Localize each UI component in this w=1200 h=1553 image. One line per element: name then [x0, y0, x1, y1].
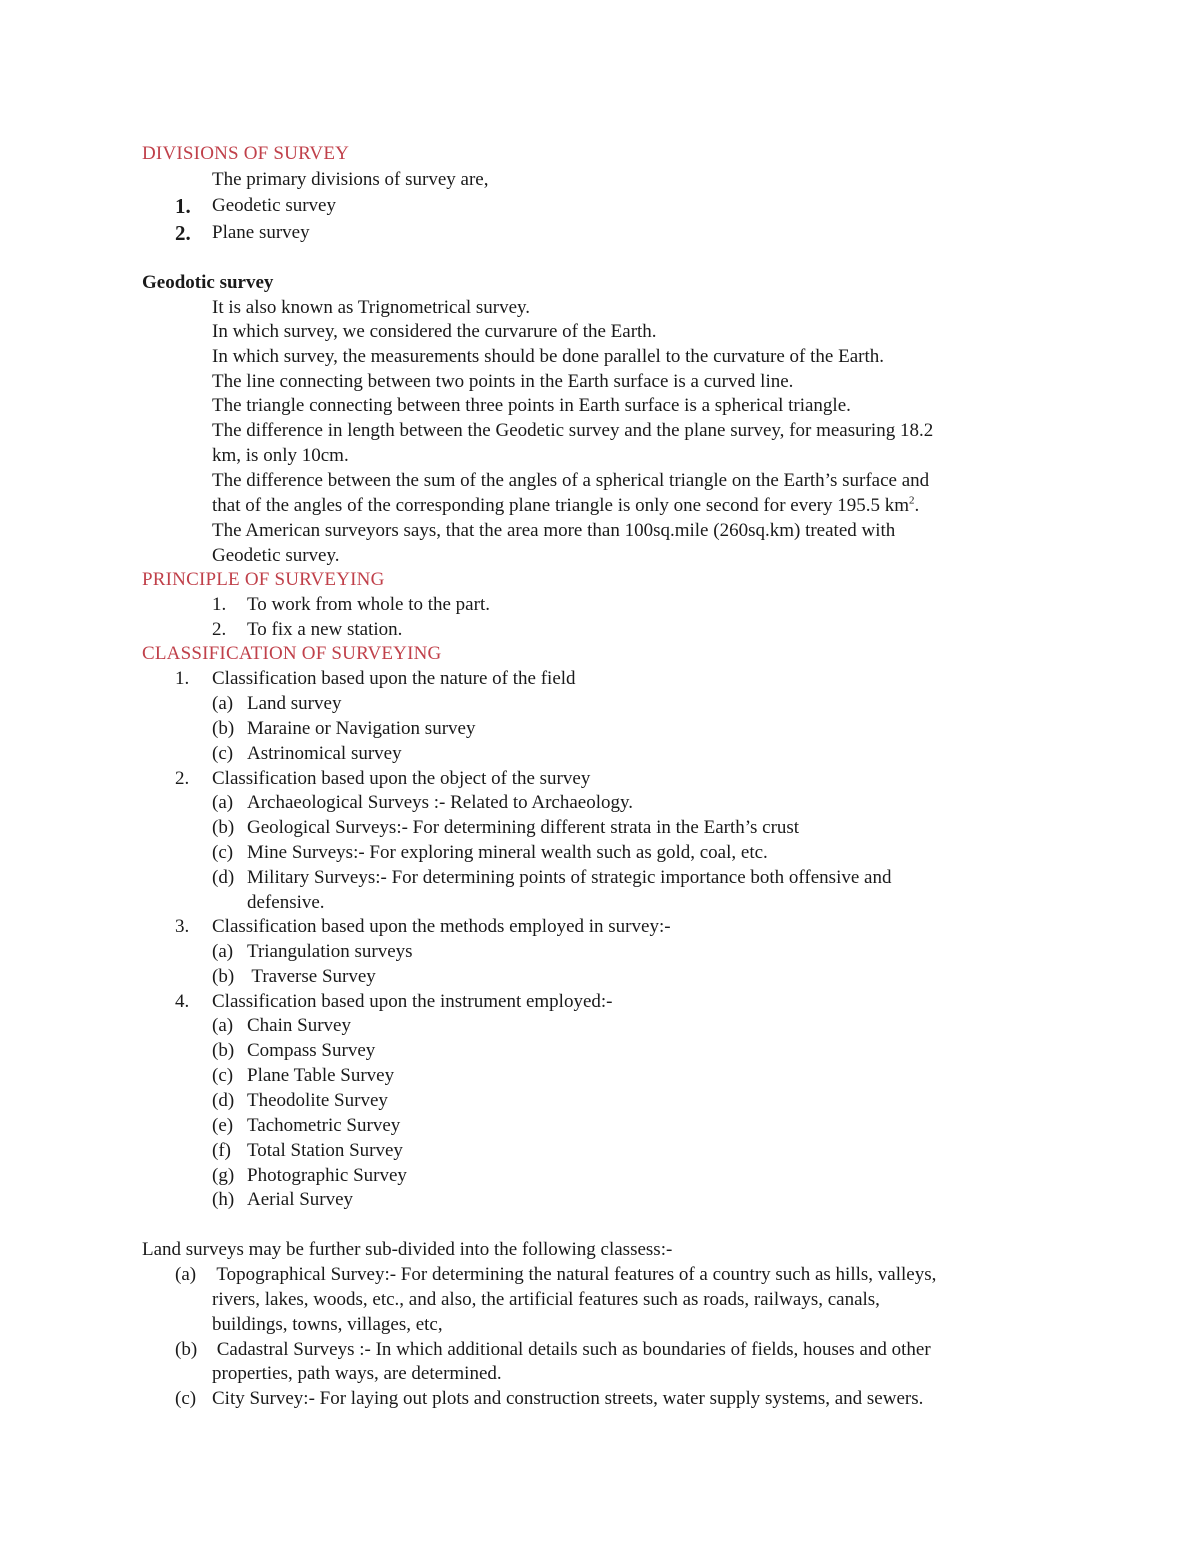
paragraph-line: properties, path ways, are determined. — [212, 1363, 502, 1384]
paragraph-line: City Survey:- For laying out plots and construction streets, water supply systems, and sewers. — [212, 1388, 924, 1409]
sub-marker: (b) — [212, 718, 235, 739]
sub-marker: (g) — [212, 1165, 235, 1186]
list-item: Classification based upon the methods employed in survey:- — [212, 916, 671, 937]
geodetic-heading: Geodotic survey — [142, 272, 274, 293]
paragraph-line: The triangle connecting between three points in Earth surface is a spherical triangle. — [212, 395, 851, 416]
list-marker: 1. — [212, 594, 227, 615]
sub-marker: (b) — [212, 966, 235, 987]
list-item: Classification based upon the instrument employed:- — [212, 991, 613, 1012]
sub-marker: (d) — [212, 1090, 235, 1111]
paragraph-line: The difference between the sum of the angles of a spherical triangle on the Earth’s surface and — [212, 470, 930, 491]
land-intro: Land surveys may be further sub-divided into the following classess:- — [142, 1239, 673, 1260]
list-marker: 3. — [175, 916, 190, 937]
paragraph-line: buildings, towns, villages, etc, — [212, 1314, 443, 1335]
paragraph-line: The difference in length between the Geodetic survey and the plane survey, for measuring 18.2 — [212, 420, 934, 441]
list-item: To fix a new station. — [247, 619, 403, 640]
sub-marker: (a) — [212, 693, 234, 714]
sub-item: Archaeological Surveys :- Related to Archaeology. — [247, 792, 634, 813]
divisions-heading: DIVISIONS OF SURVEY — [142, 143, 350, 164]
sub-marker: (b) — [212, 817, 235, 838]
sub-item: Mine Surveys:- For exploring mineral wealth such as gold, coal, etc. — [247, 842, 768, 863]
sub-marker: (a) — [212, 941, 234, 962]
sub-item: Triangulation surveys — [247, 941, 413, 962]
list-item: Geodetic survey — [212, 195, 336, 216]
list-marker: 2. — [212, 619, 227, 640]
sub-item: Military Surveys:- For determining points of strategic importance both offensive and — [247, 867, 892, 888]
sub-marker: (e) — [212, 1115, 234, 1136]
list-marker: 1. — [175, 194, 191, 218]
list-marker: 4. — [175, 991, 190, 1012]
sub-item: Tachometric Survey — [247, 1115, 401, 1136]
sentence-end: . — [914, 495, 920, 516]
sub-marker: (a) — [212, 1015, 234, 1036]
list-marker: 1. — [175, 668, 190, 689]
sub-marker: (b) — [175, 1339, 198, 1360]
classification-heading: CLASSIFICATION OF SURVEYING — [142, 643, 442, 664]
sub-item: Astrinomical survey — [247, 743, 402, 764]
paragraph-line: km, is only 10cm. — [212, 445, 349, 466]
sub-item: Geological Surveys:- For determining different strata in the Earth’s crust — [247, 817, 800, 838]
sub-marker: (c) — [212, 743, 234, 764]
sub-marker: (c) — [212, 842, 234, 863]
sub-marker: (h) — [212, 1189, 235, 1210]
paragraph-line: The line connecting between two points in the Earth surface is a curved line. — [212, 371, 794, 392]
sub-item: Traverse Survey — [247, 966, 376, 987]
list-item: Classification based upon the object of the survey — [212, 768, 591, 789]
sub-item: Photographic Survey — [247, 1165, 407, 1186]
sub-item: Chain Survey — [247, 1015, 351, 1036]
sub-item: Theodolite Survey — [247, 1090, 388, 1111]
paragraph-line: Topographical Survey:- For determining the natural features of a country such as hills, valleys, — [212, 1264, 937, 1285]
paragraph-line: Cadastral Surveys :- In which additional details such as boundaries of fields, houses and other — [212, 1339, 931, 1360]
paragraph-line: In which survey, the measurements should be done parallel to the curvature of the Earth. — [212, 346, 884, 367]
sub-marker: (c) — [175, 1388, 197, 1409]
sub-marker: (f) — [212, 1140, 231, 1161]
paragraph-line: Geodetic survey. — [212, 545, 340, 566]
paragraph-line — [212, 494, 919, 518]
list-item: Plane survey — [212, 222, 310, 243]
sub-item: Total Station Survey — [247, 1140, 403, 1161]
sub-item: Maraine or Navigation survey — [247, 718, 476, 739]
principle-heading: PRINCIPLE OF SURVEYING — [142, 569, 385, 590]
sub-item: Compass Survey — [247, 1040, 376, 1061]
paragraph-text: that of the angles of the corresponding plane triangle is only one second for every 195.5 km — [212, 495, 909, 516]
list-marker: 2. — [175, 768, 190, 789]
sub-marker: (b) — [212, 1040, 235, 1061]
paragraph-line: rivers, lakes, woods, etc., and also, the artificial features such as roads, railways, canals, — [212, 1289, 880, 1310]
sub-marker: (c) — [212, 1065, 234, 1086]
list-item: To work from whole to the part. — [247, 594, 490, 615]
list-item: Classification based upon the nature of the field — [212, 668, 576, 689]
sub-marker: (a) — [212, 792, 234, 813]
superscript: 2 — [909, 494, 915, 507]
list-marker: 2. — [175, 221, 191, 245]
sub-item-continuation: defensive. — [247, 892, 325, 913]
paragraph-line: It is also known as Trignometrical survey. — [212, 297, 531, 318]
sub-marker: (a) — [175, 1264, 197, 1285]
divisions-intro: The primary divisions of survey are, — [212, 169, 489, 190]
paragraph-line: In which survey, we considered the curvarure of the Earth. — [212, 321, 657, 342]
sub-item: Plane Table Survey — [247, 1065, 395, 1086]
paragraph-line: The American surveyors says, that the area more than 100sq.mile (260sq.km) treated with — [212, 520, 896, 541]
sub-item: Aerial Survey — [247, 1189, 354, 1210]
sub-item: Land survey — [247, 693, 342, 714]
sub-marker: (d) — [212, 867, 235, 888]
